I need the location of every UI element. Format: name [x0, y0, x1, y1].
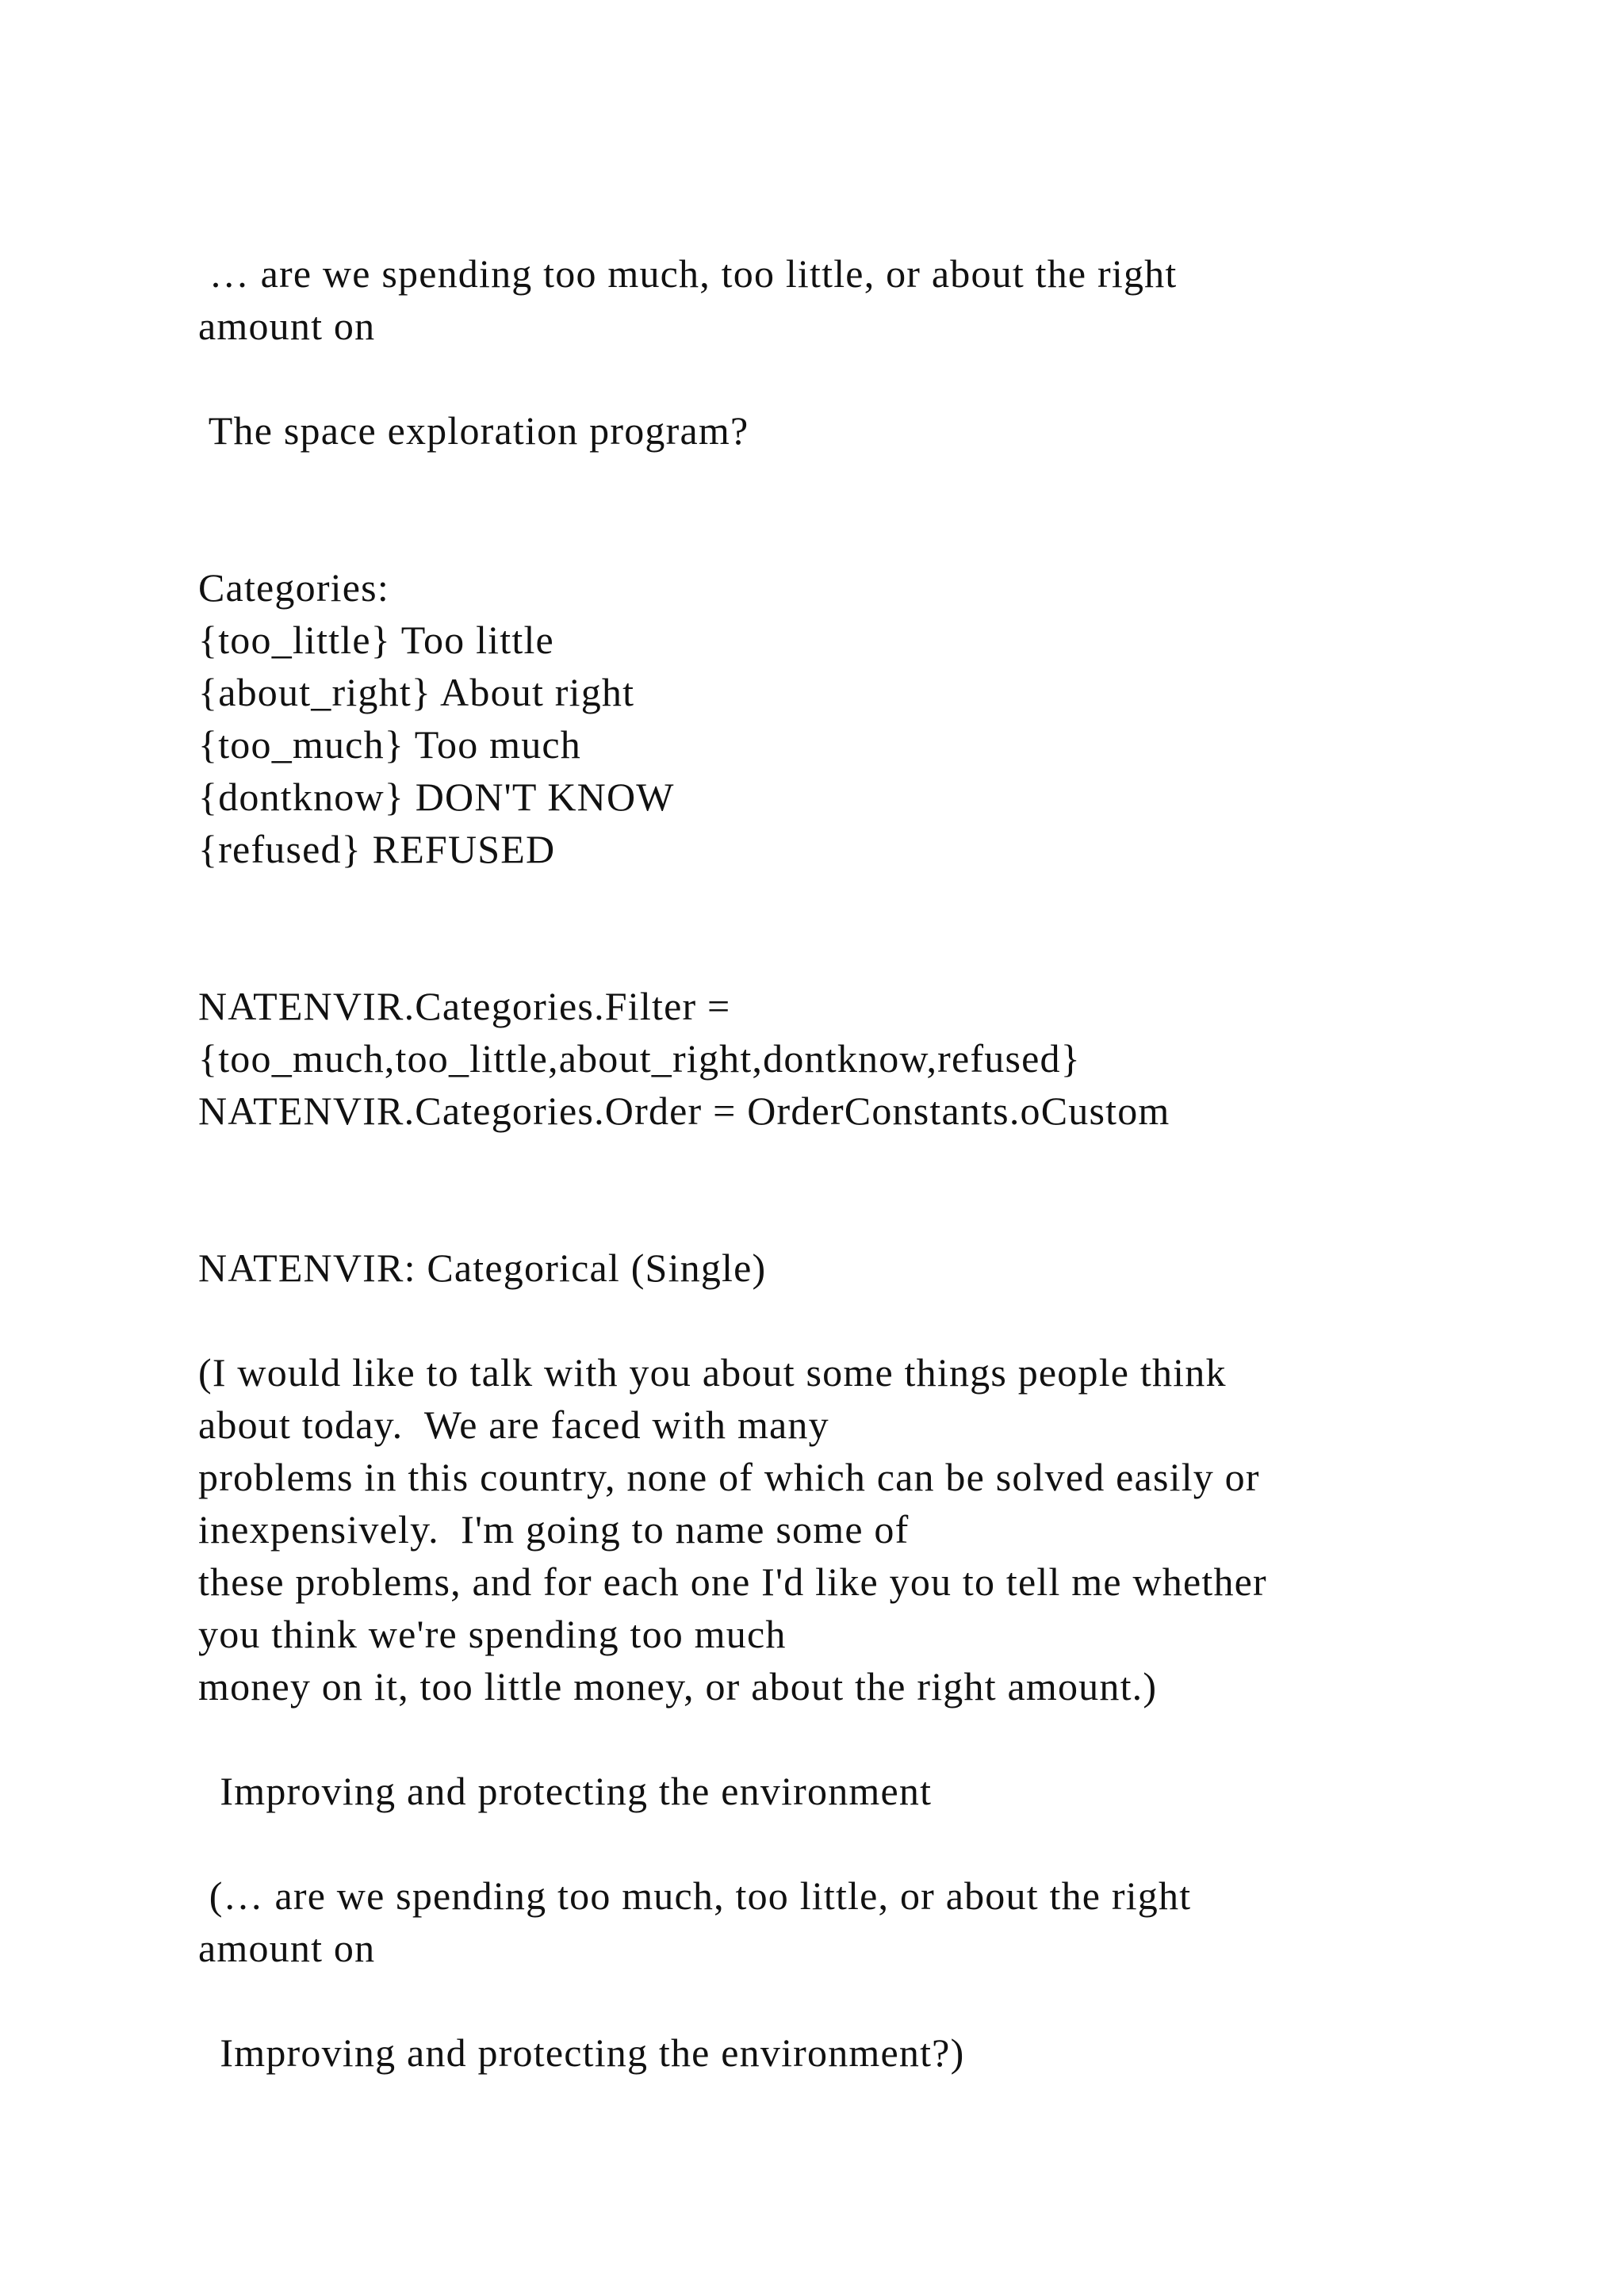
filter-code-line-1: NATENVIR.Categories.Filter = [198, 984, 731, 1028]
category-item: {refused} REFUSED [198, 827, 556, 871]
followup-line-1: (… are we spending too much, too little, or about the right [198, 1873, 1192, 1918]
followup-line-2: amount on [198, 1926, 376, 1970]
category-item: {about_right} About right [198, 670, 635, 714]
question-topic-space: The space exploration program? [198, 408, 749, 453]
instruction-line: you think we're spending too much [198, 1612, 787, 1656]
instruction-line: (I would like to talk with you about some things people think [198, 1350, 1227, 1395]
category-item: {dontknow} DON'T KNOW [198, 775, 675, 819]
instruction-line: money on it, too little money, or about the right amount.) [198, 1664, 1158, 1709]
filter-code-line-2: {too_much,too_little,about_right,dontknow,refused} [198, 1036, 1081, 1081]
natenvir-header: NATENVIR: Categorical (Single) [198, 1246, 767, 1290]
instruction-line: inexpensively. I'm going to name some of [198, 1507, 910, 1552]
categories-heading: Categories: [198, 565, 389, 610]
instruction-line: these problems, and for each one I'd like you to tell me whether [198, 1559, 1267, 1604]
category-item: {too_little} Too little [198, 618, 554, 662]
environment-topic: Improving and protecting the environment [198, 1769, 933, 1813]
followup-topic: Improving and protecting the environment?) [198, 2030, 965, 2075]
question-intro-line-1: … are we spending too much, too little, or about the right [198, 251, 1178, 296]
category-item: {too_much} Too much [198, 722, 582, 767]
order-code-line: NATENVIR.Categories.Order = OrderConstants.oCustom [198, 1089, 1170, 1133]
question-intro-line-2: amount on [198, 304, 376, 348]
instruction-line: problems in this country, none of which can be solved easily or [198, 1455, 1260, 1499]
instruction-line: about today. We are faced with many [198, 1402, 829, 1447]
